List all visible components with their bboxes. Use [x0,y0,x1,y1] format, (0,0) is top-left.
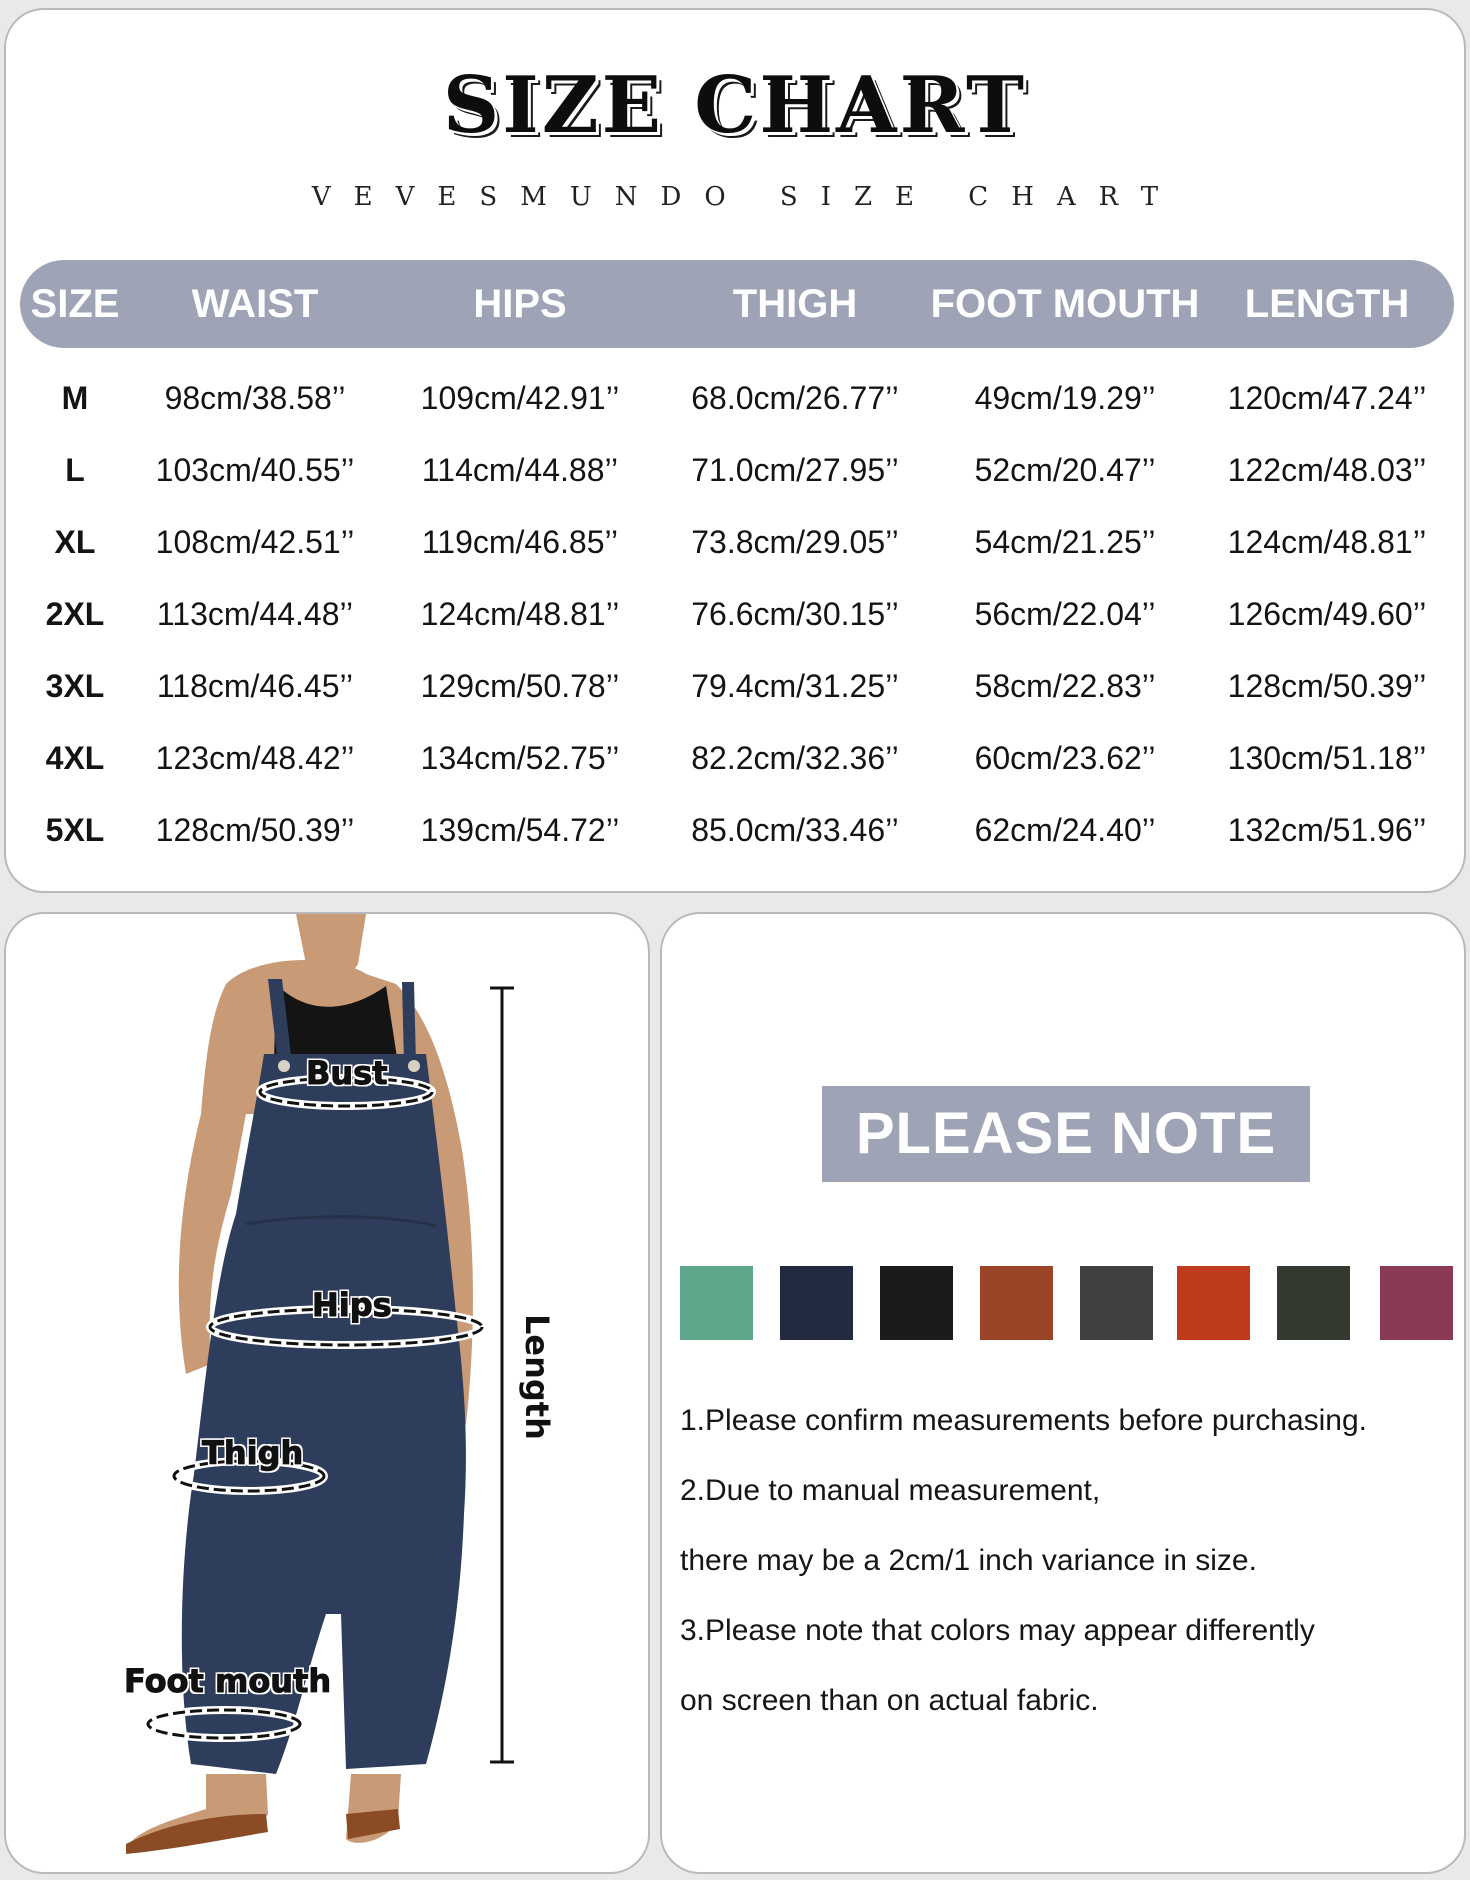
table-row [20,512,1454,572]
color-swatches [680,1266,1455,1340]
color-swatch-orange [1177,1266,1250,1340]
table-cell-size: 5XL [45,812,105,848]
table-cell: 108cm/42.51’’ [155,524,355,560]
table-cell-size: 3XL [45,668,105,704]
column-header-size: SIZE [30,282,120,326]
label-length: Length [518,1314,556,1440]
table-cell: 79.4cm/31.25’’ [691,668,899,704]
color-swatch-plum [1380,1266,1453,1340]
note-line-5: on screen than on actual fabric. [680,1684,1099,1717]
note-title: PLEASE NOTE [822,1086,1310,1182]
please-note-panel [660,912,1466,1874]
color-swatch-green [680,1266,753,1340]
table-cell: 120cm/47.24’’ [1227,380,1427,416]
table-cell: 76.6cm/30.15’’ [691,596,899,632]
note-line-3: there may be a 2cm/1 inch variance in size. [680,1544,1257,1577]
column-header-length: LENGTH [1244,282,1410,326]
right-strap [402,982,416,1064]
table-cell: 119cm/46.85’’ [421,524,619,560]
color-swatch-navy [780,1266,853,1340]
table-header [20,260,1454,348]
table-cell: 130cm/51.18’’ [1227,740,1427,776]
table-cell: 109cm/42.91’’ [420,380,620,416]
table-cell: 58cm/22.83’’ [974,668,1156,704]
table-row [20,728,1454,788]
label-thigh: Thigh [202,1434,304,1472]
table-cell: 126cm/49.60’’ [1227,596,1427,632]
table-cell: 71.0cm/27.95’’ [691,452,899,488]
table-cell: 123cm/48.42’’ [155,740,355,776]
table-cell-size: M [61,380,89,416]
table-cell: 124cm/48.81’’ [420,596,620,632]
table-cell: 52cm/20.47’’ [974,452,1156,488]
table-cell: 124cm/48.81’’ [1227,524,1427,560]
column-header-waist: WAIST [191,282,319,326]
table-cell: 128cm/50.39’’ [155,812,355,848]
measurement-figure-panel [4,912,650,1874]
table-row [20,656,1454,716]
table-cell: 49cm/19.29’’ [974,380,1156,416]
table-cell: 54cm/21.25’’ [974,524,1156,560]
table-row [20,440,1454,500]
table-cell: 73.8cm/29.05’’ [691,524,899,560]
label-bust: Bust [306,1054,388,1092]
table-cell: 128cm/50.39’’ [1227,668,1427,704]
button-left [278,1060,290,1072]
column-header-foot-mouth: FOOT MOUTH [930,282,1200,326]
note-line-4: 3.Please note that colors may appear differently [680,1614,1315,1647]
color-swatch-charcoal [1080,1266,1153,1340]
label-foot-mouth: Foot mouth [124,1662,332,1700]
table-cell: 56cm/22.04’’ [974,596,1156,632]
table-cell: 122cm/48.03’’ [1227,452,1427,488]
table-cell: 60cm/23.62’’ [974,740,1156,776]
note-line-1: 1.Please confirm measurements before purchasing. [680,1404,1368,1437]
table-cell: 103cm/40.55’’ [155,452,355,488]
table-cell: 98cm/38.58’’ [164,380,346,416]
table-cell: 113cm/44.48’’ [156,596,354,632]
table-cell: 118cm/46.45’’ [156,668,354,704]
table-cell: 85.0cm/33.46’’ [691,812,899,848]
table-row [20,368,1454,428]
column-header-thigh: THIGH [732,282,858,326]
table-cell: 134cm/52.75’’ [420,740,620,776]
table-cell: 68.0cm/26.77’’ [691,380,899,416]
table-cell: 129cm/50.78’’ [420,668,620,704]
table-cell: 139cm/54.72’’ [420,812,620,848]
table-row [20,800,1454,860]
table-row [20,584,1454,644]
table-cell: 82.2cm/32.36’’ [691,740,899,776]
button-right [408,1060,420,1072]
table-cell-size: XL [54,524,96,560]
table-cell: 132cm/51.96’’ [1227,812,1427,848]
table-cell-size: 4XL [45,740,105,776]
table-cell-size: 2XL [45,596,105,632]
page-title: SIZE CHART [442,60,1028,151]
color-swatch-black [880,1266,953,1340]
color-swatch-rust [980,1266,1053,1340]
column-header-hips: HIPS [473,282,567,326]
table-cell: 62cm/24.40’’ [974,812,1156,848]
label-hips: Hips [312,1286,392,1324]
size-chart-panel [4,8,1466,893]
table-cell-size: L [65,452,85,488]
color-swatch-olive [1277,1266,1350,1340]
note-line-2: 2.Due to manual measurement, [680,1474,1101,1507]
page-subtitle: VEVESMUNDO SIZE CHART [311,182,1182,212]
table-cell: 114cm/44.88’’ [421,452,619,488]
